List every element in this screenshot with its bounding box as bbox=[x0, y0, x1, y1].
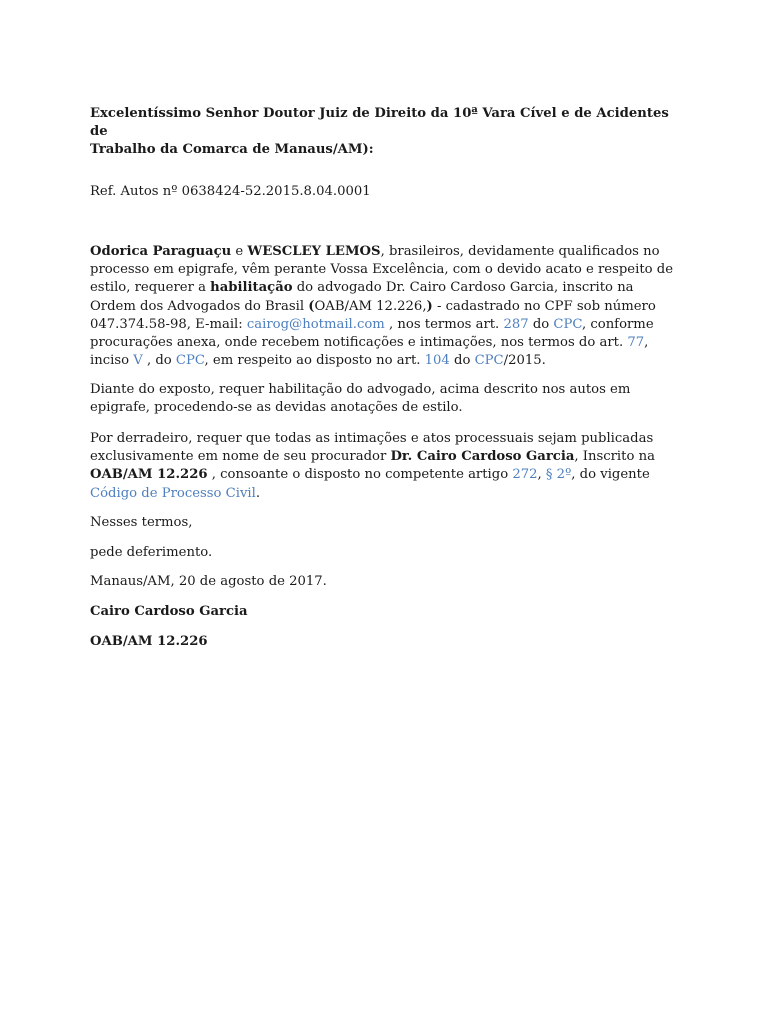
art-104-link[interactable]: 104 bbox=[424, 353, 450, 369]
heading-line-1: Excelentíssimo Senhor Doutor Juiz de Direito da 10ª Vara Cível e de Acidentes de bbox=[90, 106, 669, 140]
text-run: Por derradeiro, requer que todas as intimações e atos processuais sejam publicadas exclusivamente em nome de seu procurador bbox=[90, 431, 654, 465]
text-run: , do vigente bbox=[571, 467, 650, 483]
habilitacao-term: habilitação bbox=[210, 280, 293, 296]
paragraph-notifications bbox=[90, 430, 680, 503]
cpc-link-2[interactable]: CPC bbox=[175, 353, 205, 369]
paren-close: ) bbox=[426, 298, 433, 314]
text-run: , bbox=[537, 467, 546, 483]
text-run: , do bbox=[142, 353, 176, 369]
text-run: /2015. bbox=[503, 353, 546, 369]
text-run: , conforme procurações anexa, onde recebem notificações e intimações, nos termos do art. bbox=[90, 316, 654, 351]
attorney-name: Dr. Cairo Cardoso Garcia bbox=[390, 449, 575, 465]
text-run: do advogado Dr. Cairo Cardoso Garcia, inscrito na Ordem dos Advogados do Brasil bbox=[90, 280, 634, 314]
party-2-name: WESCLEY LEMOS bbox=[247, 244, 381, 259]
text-run: , consoante o disposto no competente artigo bbox=[207, 467, 513, 483]
text-run: , em respeito ao disposto no art. bbox=[204, 353, 425, 369]
inciso-v-link[interactable]: V bbox=[133, 353, 143, 369]
text-run: , Inscrito na bbox=[574, 449, 655, 465]
text-run: , inciso bbox=[90, 335, 649, 369]
closing-terms: Nesses termos, bbox=[90, 515, 193, 530]
text-run: - cadastrado no CPF sob número 047.374.58-98, E-mail: bbox=[90, 298, 656, 332]
cpc-link-3[interactable]: CPC bbox=[474, 353, 504, 369]
art-287-link[interactable]: 287 bbox=[503, 316, 529, 332]
art-272-link[interactable]: 272 bbox=[512, 467, 538, 483]
text-run: , nos termos art. bbox=[384, 316, 504, 332]
art-77-link[interactable]: 77 bbox=[627, 335, 645, 351]
document-heading bbox=[90, 105, 680, 160]
paren-open: ( bbox=[308, 298, 315, 314]
cpc-link-1[interactable]: CPC bbox=[553, 316, 582, 332]
case-reference: Ref. Autos nº 0638424-52.2015.8.04.0001 bbox=[90, 184, 371, 199]
text-run: . bbox=[255, 485, 261, 501]
paragraph-2-link[interactable]: § 2º bbox=[545, 467, 572, 483]
signature-oab: OAB/AM 12.226 bbox=[90, 634, 208, 649]
closing-request: pede deferimento. bbox=[90, 545, 213, 560]
text-run: do bbox=[528, 316, 554, 332]
signature-name: Cairo Cardoso Garcia bbox=[90, 604, 248, 619]
civil-code-link[interactable]: Código de Processo Civil bbox=[90, 485, 256, 501]
text-and: e bbox=[231, 244, 248, 259]
text-run: do bbox=[449, 353, 475, 369]
paragraph-request bbox=[90, 243, 680, 370]
heading-line-2: Trabalho da Comarca de Manaus/AM): bbox=[90, 142, 374, 158]
party-1-name: Odorica Paraguaçu bbox=[90, 244, 232, 259]
email-link[interactable]: cairog@hotmail.com bbox=[246, 316, 385, 332]
text-run: , brasileiros, devidamente qualificados no processo em epigrafe, vêm perante Vossa Excelência, com o devido acato e respeito de estilo, requerer a bbox=[90, 244, 673, 296]
place-date: Manaus/AM, 20 de agosto de 2017. bbox=[90, 574, 327, 589]
oab-registration: OAB/AM 12.226, bbox=[314, 298, 427, 314]
paragraph-conclusion: Diante do exposto, requer habilitação do advogado, acima descrito nos autos em epigrafe, procedendo-se as devidas anotações de estilo. bbox=[90, 382, 631, 416]
oab-number: OAB/AM 12.226 bbox=[90, 467, 208, 483]
